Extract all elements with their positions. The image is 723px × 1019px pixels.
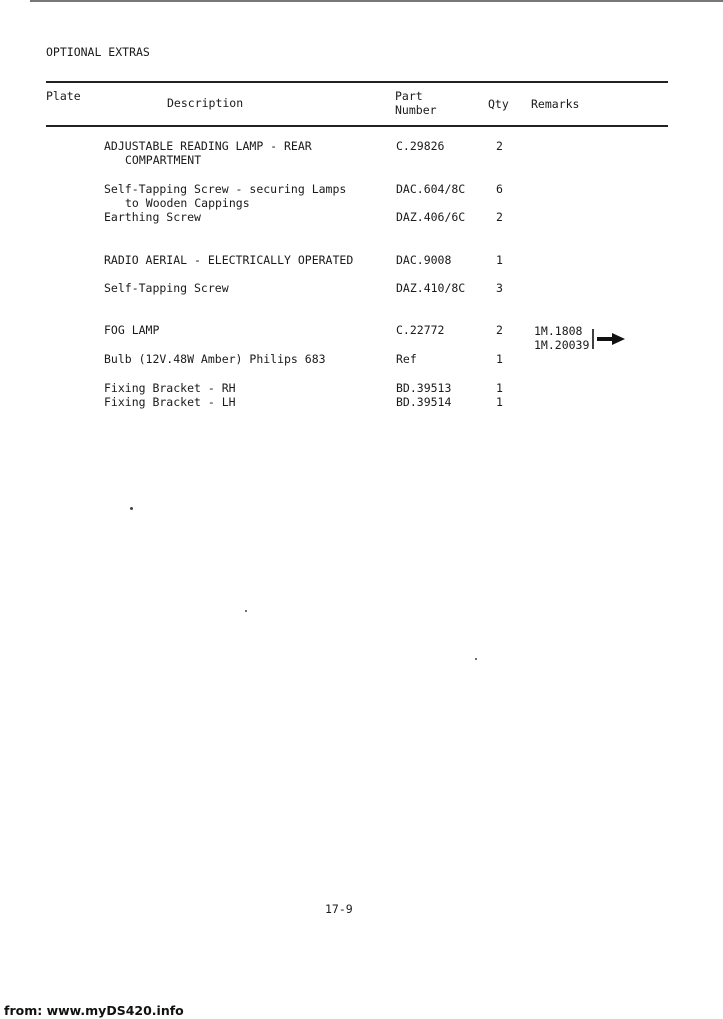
row-qty: 1 <box>496 352 503 366</box>
row-part-number: C.22772 <box>396 323 445 337</box>
header-part-line2: Number <box>395 103 437 117</box>
row-part-number: BD.39513 <box>396 381 452 395</box>
scan-speck <box>130 507 133 510</box>
row-description: RADIO AERIAL - ELECTRICALLY OPERATED <box>104 253 354 267</box>
row-qty: 3 <box>496 281 503 295</box>
row-remarks-line2: 1M.20039 <box>534 338 590 352</box>
row-description: Earthing Screw <box>104 210 201 224</box>
row-description: Bulb (12V.48W Amber) Philips 683 <box>104 352 326 366</box>
row-description: ADJUSTABLE READING LAMP - REAR <box>104 139 312 153</box>
header-remarks: Remarks <box>531 97 580 111</box>
row-part-number: BD.39514 <box>396 395 452 409</box>
row-part-number: Ref <box>396 352 417 366</box>
header-bottom-rule <box>46 125 668 127</box>
header-plate: Plate <box>46 89 81 103</box>
row-description-cont: to Wooden Cappings <box>125 196 250 210</box>
row-qty: 2 <box>496 139 503 153</box>
footer-source-link[interactable]: from: www.myDS420.info <box>4 1003 184 1018</box>
row-part-number: C.29826 <box>396 139 445 153</box>
row-part-number: DAZ.406/6C <box>396 210 466 224</box>
header-description: Description <box>167 96 244 110</box>
header-top-rule <box>46 81 668 83</box>
right-arrow-icon <box>592 327 626 351</box>
row-qty: 6 <box>496 182 503 196</box>
row-part-number: DAC.9008 <box>396 253 452 267</box>
row-description: Self-Tapping Screw - securing Lamps <box>104 182 347 196</box>
row-part-number: DAC.604/8C <box>396 182 466 196</box>
row-description: Fixing Bracket - RH <box>104 381 236 395</box>
row-qty: 2 <box>496 323 503 337</box>
row-qty: 1 <box>496 395 503 409</box>
row-description-cont: COMPARTMENT <box>125 153 202 167</box>
page-number: 17-9 <box>325 902 353 916</box>
row-qty: 1 <box>496 381 503 395</box>
section-title: OPTIONAL EXTRAS <box>46 45 150 59</box>
top-edge-line <box>30 0 723 2</box>
row-description: Fixing Bracket - LH <box>104 395 236 409</box>
header-qty: Qty <box>488 97 509 111</box>
row-part-number: DAZ.410/8C <box>396 281 466 295</box>
row-qty: 2 <box>496 210 503 224</box>
row-description: FOG LAMP <box>104 323 160 337</box>
row-remarks-line1: 1M.1808 <box>534 324 583 338</box>
header-part-line1: Part <box>395 89 423 103</box>
row-qty: 1 <box>496 253 503 267</box>
scan-speck <box>475 658 477 660</box>
row-description: Self-Tapping Screw <box>104 281 229 295</box>
scan-speck <box>245 610 247 612</box>
